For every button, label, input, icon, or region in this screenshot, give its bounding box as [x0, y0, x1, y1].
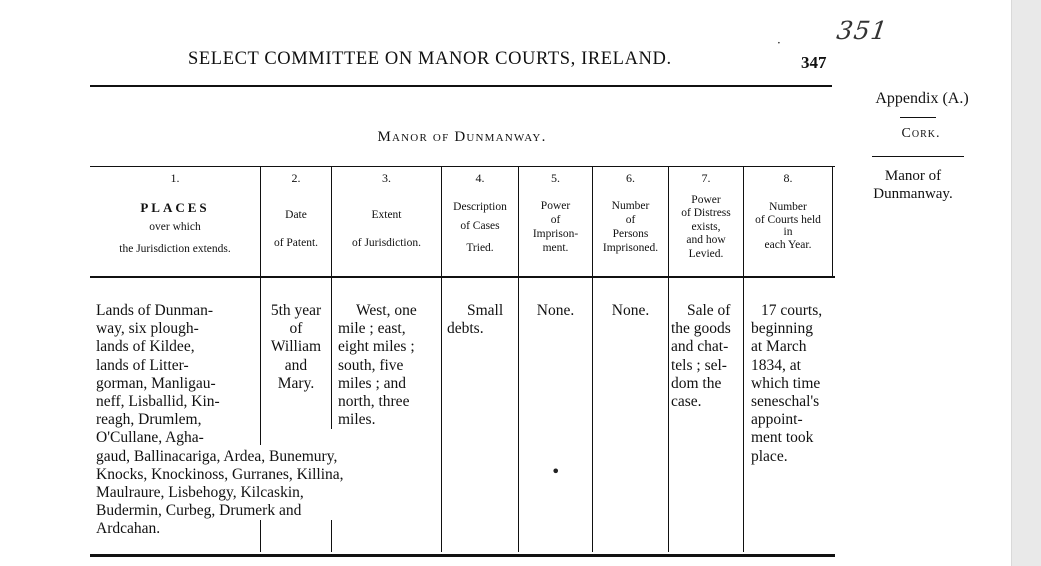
column-number: 3.: [382, 171, 391, 185]
cell-courts: 17 courts, beginning at March 1834, at which time seneschal's appoint- ment took place.: [751, 302, 823, 465]
column-number: 1.: [170, 171, 180, 185]
stray-mark: ·: [777, 36, 781, 50]
column-heading-imprisonment: Power of Imprison- ment.: [532, 200, 579, 254]
county-label: Cork.: [901, 126, 941, 141]
cell-date: 5th year of William and Mary.: [270, 302, 322, 392]
stray-mark: •: [551, 462, 561, 481]
column-number: 7.: [701, 171, 711, 185]
handwritten-page-number: 351: [834, 16, 890, 45]
sidenote-rule-short: [900, 117, 936, 118]
column-number: 8.: [783, 171, 793, 185]
cell-distress: Sale of the goods and chat- tels ; sel- dom the case.: [671, 302, 731, 411]
sidenote-rule: [872, 156, 964, 157]
column-heading-distress: Power of Distress exists, and how Levied.: [681, 194, 731, 260]
table-title: Manor of Dunmanway.: [377, 129, 547, 145]
column-divider: [832, 167, 833, 277]
cell-places: Lands of Dunman- way, six plough- lands of Kildee, lands of Litter- gorman, Manligau- neff, Lisballid, Kin- reagh, Drumlem, O'Cullane, Agha- gaud, Ballinacariga, Ardea, Bunemury, Knocks, Knockinoss, Gurranes, Killina, Maulraure, Lisbehogy, Kilcaskin, Budermin, Curbeg, Drumerk and Ardcahan.: [96, 302, 344, 538]
column-heading-places: PLACES over which the Jurisdiction extends.: [119, 200, 231, 255]
column-heading-cases: Description of Cases Tried.: [453, 201, 507, 254]
appendix-label: Appendix (A.): [875, 90, 969, 107]
column-number: 6.: [626, 171, 635, 185]
table-bottom-rule: [90, 554, 835, 557]
cell-persons: None.: [611, 302, 650, 319]
column-heading-courts: Number of Courts held in each Year.: [755, 201, 821, 251]
table-top-rule: [90, 166, 835, 167]
scrollbar[interactable]: [1011, 0, 1041, 566]
page-number: 347: [801, 53, 827, 72]
cell-extent: West, one mile ; east, eight miles ; south, five miles ; and north, three miles.: [338, 302, 417, 429]
cell-cases: Small debts.: [447, 302, 504, 338]
column-heading-date: Date of Patent.: [273, 209, 319, 249]
column-number: 5.: [551, 171, 560, 185]
column-heading-persons: Number of Persons Imprisoned.: [602, 200, 659, 254]
cell-imprisonment: None.: [536, 302, 575, 319]
header-bottom-rule: [90, 276, 835, 278]
running-head: SELECT COMMITTEE ON MANOR COURTS, IRELAND.: [188, 49, 672, 69]
head-rule: [90, 85, 832, 87]
column-number: 2.: [291, 171, 301, 185]
manor-sidenote: [858, 167, 968, 203]
manor-sidenote-line2: Dunmanway.: [873, 186, 953, 202]
manor-sidenote-line1: Manor of: [884, 168, 942, 184]
column-heading-extent: Extent of Jurisdiction.: [352, 209, 421, 249]
column-number: 4.: [475, 171, 485, 185]
